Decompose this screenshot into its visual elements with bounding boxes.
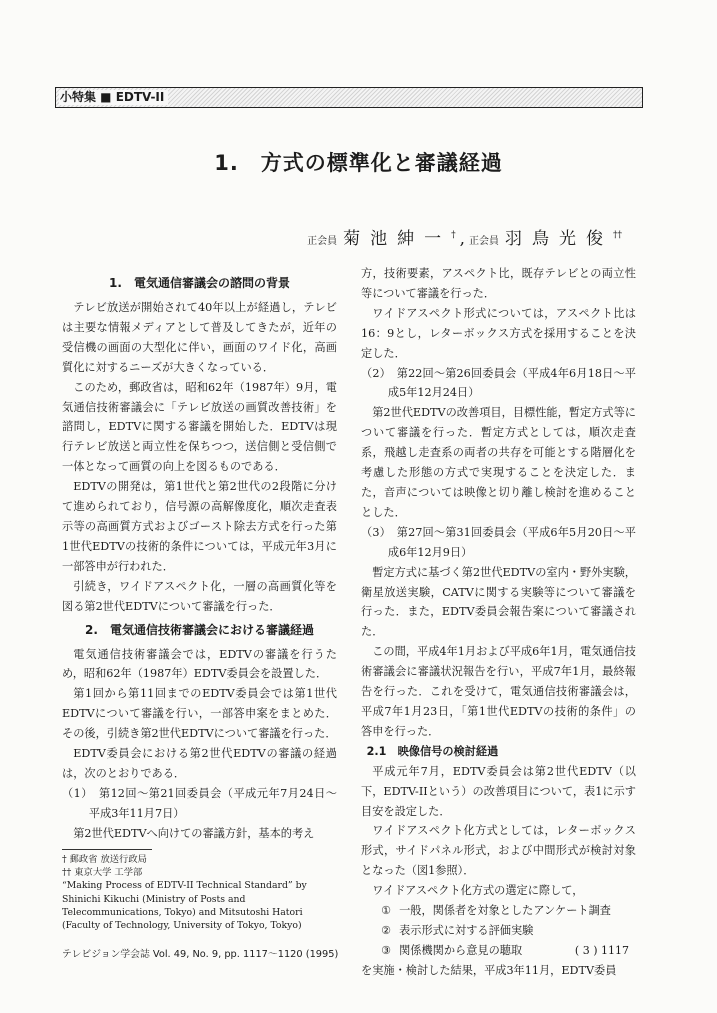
paragraph: EDTV委員会における第2世代EDTVの審議の経過は，次のとおりである． (62, 747, 337, 780)
section-heading: 1. 電気通信審議会の諮問の背景 (109, 276, 290, 290)
list-item: ② 表示形式に対する評価実験 (381, 924, 534, 937)
paragraph: ワイドアスペクト化方式の選定に際して， (372, 884, 584, 898)
paragraph: 平成元年7月，EDTV委員会は第2世代EDTV（以下，EDTV-IIという）の改善項目について，表1に示す目安を設定した． (361, 764, 636, 818)
right-column (361, 264, 636, 981)
paragraph: 方，技術要素，アスペクト比，既存テレビとの両立性等について審議を行った． (361, 267, 636, 300)
author-role: 正会員 (307, 236, 338, 247)
paragraph: 電気通信技術審議会では，EDTVの審議を行うため，昭和62年（1987年）EDTV委員会を設置した． (62, 647, 337, 681)
footnote-divider (62, 849, 152, 850)
author-role: 正会員 (469, 236, 499, 247)
author-name: 菊池紳一 (343, 229, 452, 249)
journal-citation: テレビジョン学会誌 Vol. 49, No. 9, pp. 1117〜1120 (1995) (62, 949, 339, 960)
footnotes (62, 853, 340, 932)
subsection-heading: 2.1 映像信号の検討経過 (366, 744, 499, 758)
affiliation-mark: † (451, 230, 456, 241)
left-column (62, 270, 337, 844)
paragraph: 引続き，ワイドアスペクト化，一層の高画質化等を図る第2世代EDTVについて審議を行った． (62, 579, 337, 613)
meeting-item: （1） 第12回〜第21回委員会（平成元年7月24日〜平成3年11月7日） (62, 786, 337, 820)
paragraph: 第2世代EDTVの改善項目，目標性能，暫定方式等について審議を行った．暫定方式としては，順次走査系，飛越し走査系の両者の共存を可能とする階層化を考慮した形態の方式で実現することを決定した．また，音声については映像と切り離し検討を進めることとした． (361, 406, 636, 519)
paragraph: このため，郵政省は，昭和62年（1987年）9月，電気通信技術審議会に「テレビ放送の画質改善技術」を諮問し，EDTVに関する審議を開始した．EDTVは現行テレビ放送と両立性を保ちつつ，送信側と受信側で一体となって画質の向上を図るものである． (62, 380, 337, 474)
meeting-item: （2） 第22回〜第26回委員会（平成4年6月18日〜平成5年12月24日） (361, 366, 636, 400)
paragraph: 暫定方式に基づく第2世代EDTVの室内・野外実験，衛星放送実験，CATVに関する実験等について審議を行った．また，EDTV委員会報告案について審議された． (361, 565, 636, 639)
paragraph: を実施・検討した結果，平成3年11月，EDTV委員 (361, 963, 617, 977)
series-banner (55, 87, 643, 108)
paragraph: 第2世代EDTVへ向けての審議方針，基本的考え (73, 826, 315, 840)
page-number: ( 3 ) 1117 (574, 944, 629, 957)
series-label: 小特集 ■ EDTV-II (59, 90, 168, 105)
paragraph: ワイドアスペクト形式については，アスペクト比は16：9とし，レターボックス方式を採用することを決定した． (361, 306, 636, 360)
paragraph: テレビ放送が開始されて40年以上が経過し，テレビは主要な情報メディアとして普及してきたが，近年の受信機の画面の大型化に伴い，画面のワイド化，高画質化に対するニーズが大きくなっている． (62, 301, 337, 374)
affiliation-mark: †† (613, 230, 622, 241)
footnote: “Making Process of EDTV-II Technical Standard” by Shinichi Kikuchi (Ministry of Posts and Telecommunications, Tokyo) and Mitsutoshi Hatori (Faculty of Technology, University of Tokyo, Tokyo) (62, 880, 307, 932)
section-heading: 2. 電気通信技術審議会における審議経過 (85, 622, 314, 637)
paragraph: ワイドアスペクト化方式としては，レターボックス形式，サイドパネル形式，および中間形式が検討対象となった（図1参照）． (361, 824, 636, 878)
author-line: 正会員 菊池紳一† , 正会員 羽鳥光俊†† (307, 229, 622, 249)
list-item: ③ 関係機関から意見の聴取 (381, 943, 523, 957)
paragraph: EDTVの開発は，第1世代と第2世代の2段階に分けて進められており，信号源の高解像度化，順次走査表示等の高画質方式およびゴースト除去方式を行った第1世代EDTVの技術的条件については，平成元年3月に一部答申が行われた． (62, 480, 337, 573)
footnote: † 郵政省 放送行政局 (62, 854, 147, 865)
footnote: †† 東京大学 工学部 (62, 867, 143, 879)
article-title: 1. 方式の標準化と審議経過 (214, 151, 503, 175)
author-name: 羽鳥光俊 (505, 229, 613, 249)
paragraph: 第1回から第11回までのEDTV委員会では第1世代EDTVについて審議を行い，一部答申案をまとめた．その後，引続き第2世代EDTVについて審議を行った． (62, 687, 337, 741)
meeting-item: （3） 第27回〜第31回委員会（平成6年5月20日〜平成6年12月9日） (361, 525, 636, 559)
paragraph: この間，平成4年1月および平成6年1月，電気通信技術審議会に審議状況報告を行い，平成7年1月，最終報告を行った．これを受けて，電気通信技術審議会は，平成7年1月23日，「第1世代EDTVの技術的条件」の答申を行った． (361, 645, 636, 738)
list-item: ① 一般，関係者を対象としたアンケート調査 (381, 904, 611, 918)
